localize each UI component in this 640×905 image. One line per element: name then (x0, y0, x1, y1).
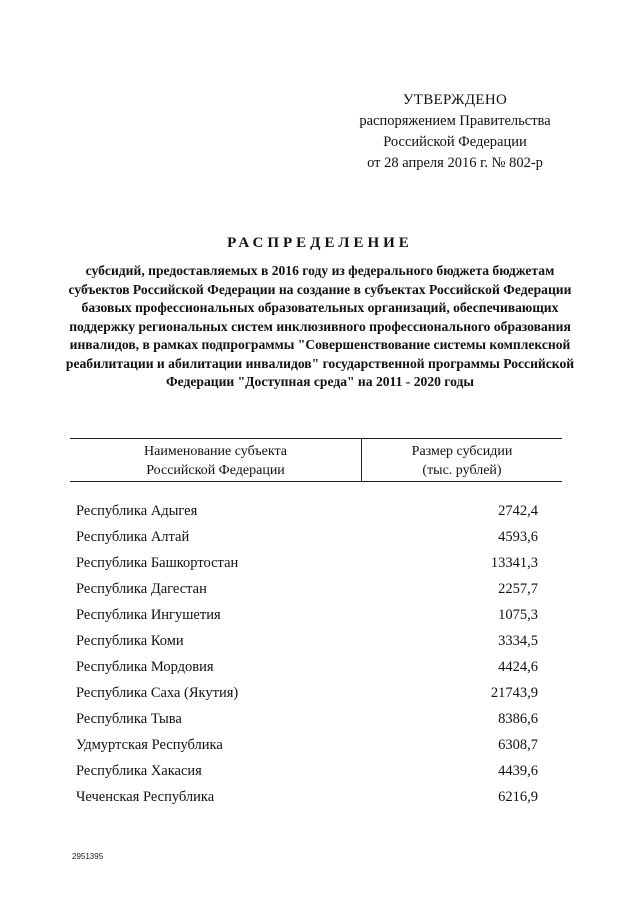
subsidy-value-cell: 13341,3 (490, 554, 538, 571)
subject-name-cell: Республика Ингушетия (76, 606, 221, 623)
subsidy-value-cell: 4424,6 (498, 658, 538, 675)
subject-name-cell: Республика Дагестан (76, 580, 207, 597)
document-code: 2951395 (72, 852, 104, 861)
header-subject-name (70, 439, 362, 481)
table-row (76, 758, 556, 784)
subsidy-value-cell: 8386,6 (498, 710, 538, 727)
table-row (76, 524, 556, 550)
subject-name-cell: Республика Алтай (76, 528, 190, 545)
document-subtitle: субсидий, предоставляемых в 2016 году из федерального бюджета бюджетам субъектов Российской Федерации на создание в субъектах Российской Федерации базовых профессиональных образовательных организаций, обеспечивающих поддержку региональных систем инклюзивного профессионального образования инвалидов, в рамках подпрограммы "Совершенствование системы комплексной реабилитации и абилитации инвалидов" государственной программы Российской Федерации "Доступная среда" на 2011 - 2020 годы (65, 263, 575, 389)
subsidy-value-cell: 2742,4 (498, 502, 538, 519)
table-row (76, 550, 556, 576)
table-row (76, 628, 556, 654)
subject-name-cell: Республика Саха (Якутия) (76, 684, 239, 701)
header-subsidy-amount (362, 439, 562, 481)
header-subject-name-line1: Наименование субъекта (144, 444, 287, 459)
subject-name-cell: Республика Адыгея (76, 502, 198, 519)
approval-line-decree: распоряжением Правительства (359, 113, 551, 129)
approval-stamp-block (350, 90, 560, 174)
table-row (76, 732, 556, 758)
table-header (70, 438, 562, 482)
header-subsidy-amount-line2: (тыс. рублей) (422, 463, 502, 478)
subsidy-value-cell: 6216,9 (498, 788, 538, 805)
header-subject-name-line2: Российской Федерации (146, 463, 285, 478)
subject-name-cell: Республика Башкортостан (76, 554, 239, 571)
subsidy-value-cell: 3334,5 (498, 632, 538, 649)
table-body (76, 498, 556, 810)
table-row (76, 784, 556, 810)
approval-line-government: Российской Федерации (383, 134, 527, 150)
subsidy-value-cell: 4439,6 (498, 762, 538, 779)
table-row (76, 680, 556, 706)
subject-name-cell: Республика Тыва (76, 710, 182, 727)
approval-heading: УТВЕРЖДЕНО (402, 92, 508, 108)
subject-name-cell: Республика Мордовия (76, 658, 214, 675)
approval-line-date: от 28 апреля 2016 г. № 802-р (367, 155, 543, 171)
table-row (76, 706, 556, 732)
header-subsidy-amount-line1: Размер субсидии (411, 444, 513, 459)
subsidy-value-cell: 21743,9 (490, 684, 538, 701)
subject-name-cell: Чеченская Республика (76, 788, 215, 805)
subsidy-value-cell: 2257,7 (498, 580, 538, 597)
subsidy-value-cell: 1075,3 (498, 606, 538, 623)
table-row (76, 654, 556, 680)
subject-name-cell: Республика Хакасия (76, 762, 202, 779)
document-title: РАСПРЕДЕЛЕНИЕ (227, 235, 413, 251)
subsidy-value-cell: 6308,7 (498, 736, 538, 753)
subsidy-value-cell: 4593,6 (498, 528, 538, 545)
table-row (76, 602, 556, 628)
subject-name-cell: Удмуртская Республика (76, 736, 223, 753)
table-row (76, 576, 556, 602)
table-row (76, 498, 556, 524)
subject-name-cell: Республика Коми (76, 632, 184, 649)
